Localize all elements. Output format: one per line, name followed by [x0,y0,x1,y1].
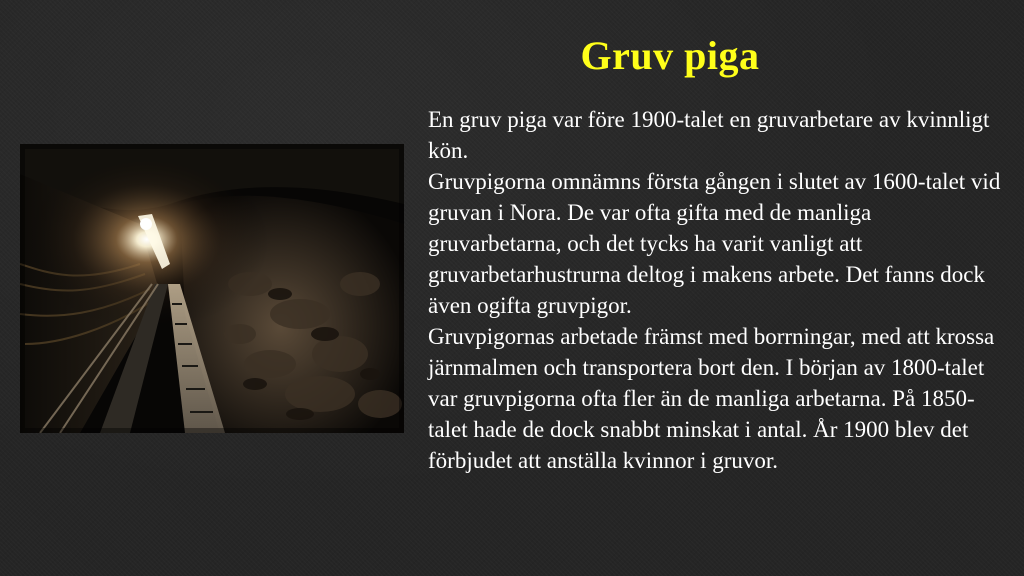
paragraph-history: Gruvpigorna omnämns första gången i slutet av 1600-talet vid gruvan i Nora. De var ofta gifta med de manliga gruvarbetarna, och det tycks ha varit vanligt att gruvarbetarhustrurna deltog i makens arbete. Det fanns dock även ogifta gruvpigor. [428,169,1001,318]
body-text [428,104,1003,476]
paragraph-intro: En gruv piga var före 1900-talet en gruvarbetare av kvinnligt kön. [428,107,990,163]
mine-tunnel-photo [20,144,404,433]
paragraph-work: Gruvpigornas arbetade främst med borrningar, med att krossa järnmalmen och transportera bort den. I början av 1800-talet var gruvpigorna ofta fler än de manliga arbetarna. På 1850-talet hade de dock snabbt minskat i antal. År 1900 blev det förbjudet att anställa kvinnor i gruvor. [428,324,995,473]
slide-title: Gruv piga [580,33,760,78]
